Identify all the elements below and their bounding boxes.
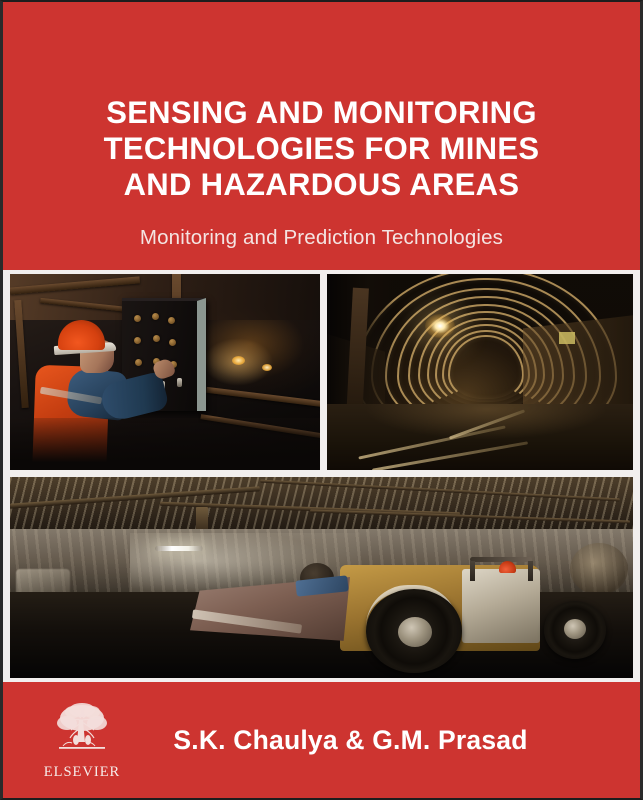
cab-post: [528, 561, 533, 581]
operator-hard-hat: [499, 561, 516, 573]
tunnel-light-strip: [155, 546, 203, 551]
photo-lhd-loader: [10, 477, 633, 678]
title-line-1: SENSING AND MONITORING: [106, 94, 537, 130]
tunnel-lamp: [425, 314, 455, 338]
photo-row-top: [3, 274, 640, 470]
cover-footer: [3, 682, 640, 798]
photo-miner-control-panel: [10, 274, 320, 470]
cab-roll-bar: [470, 557, 532, 562]
ventilation-duct: [570, 543, 628, 595]
title-block: [3, 94, 640, 251]
tunnel-floor: [327, 404, 633, 470]
title-line-2: TECHNOLOGIES FOR MINES: [103, 130, 540, 166]
tunnel-lamp: [232, 356, 245, 365]
photo-band: [3, 270, 640, 682]
title-line-3: AND HAZARDOUS AREAS: [123, 166, 520, 202]
loader-wheel-hub: [398, 617, 432, 647]
book-subtitle: Monitoring and Prediction Technologies: [139, 226, 504, 249]
tunnel-sign-tag: [559, 332, 575, 344]
photo-mine-tunnel: [327, 274, 633, 470]
publisher-logo: [43, 700, 121, 780]
elsevier-tree-icon: [51, 700, 113, 762]
loader-wheel-hub: [564, 619, 586, 639]
photo-bottom-wrap: [3, 477, 640, 678]
tunnel-lamp: [262, 364, 272, 371]
tunnel-floor: [10, 418, 320, 470]
publisher-name: ELSEVIER: [43, 764, 121, 781]
cab-post: [470, 561, 475, 581]
author-names: S.K. Chaulya & G.M. Prasad: [173, 724, 528, 755]
